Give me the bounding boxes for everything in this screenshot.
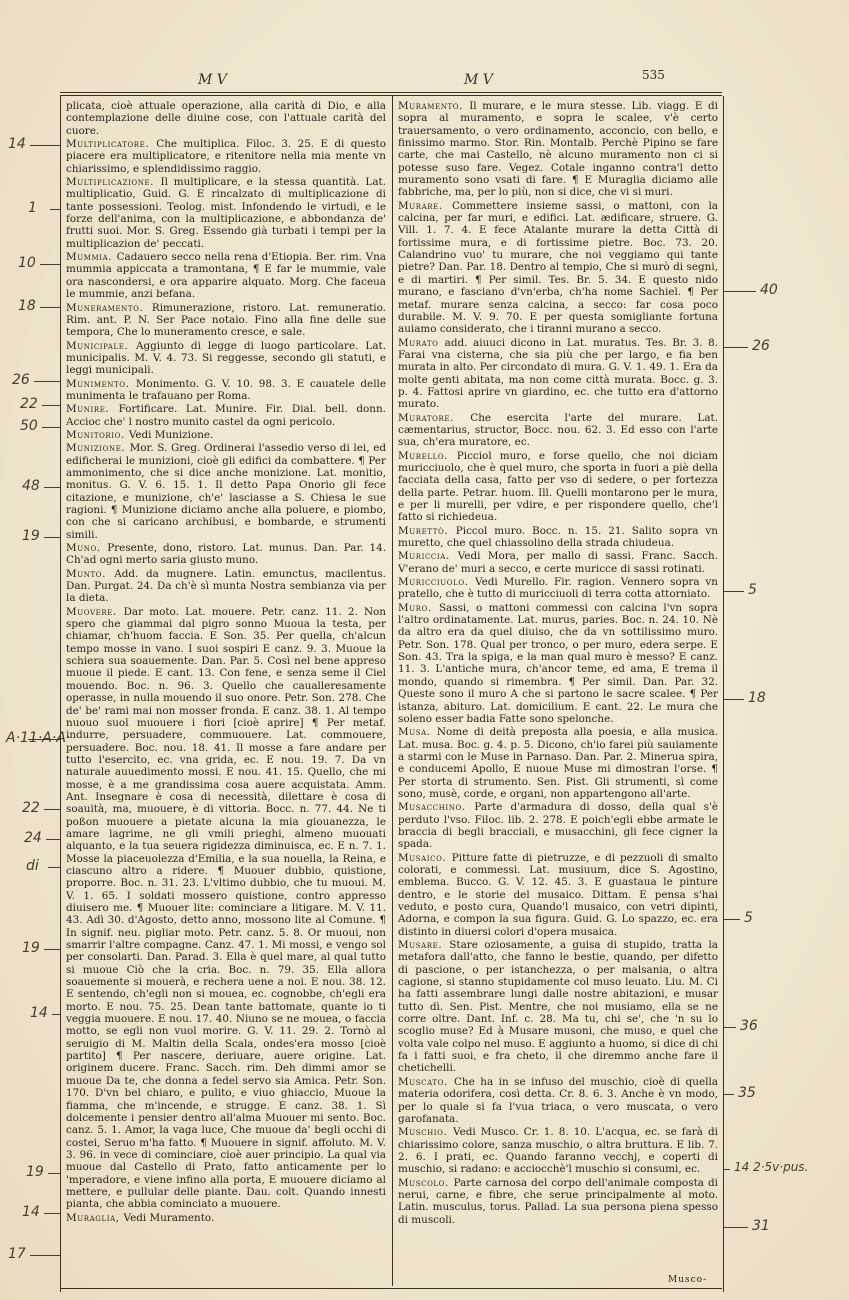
margin-line [48,1173,60,1174]
entry-text: Cadauero secco nella rena d'Etiopia. Ber. rim. Vna mummia appiccata a tramontana, ¶ E far le mummie, vale ora nascondersi, e ora apparire alquato. Morg. Che faceua le mummie, anzi befana. [66,251,386,301]
entry-text: Il multiplicare, e la stessa quantità. Lat. multiplicatio, Guid. G. E rincalzato di multiplicazione di tante possessioni. Teolog. mist. Infondendo le virtudi, e le forze dell'anima, con la multiplicazione, e abbondanza de' frutti suoi. Mor. S. Greg. Essendo già turbati i tempi per la multiplicazion de' peccati. [66,176,386,250]
margin-line [42,405,60,406]
entry-text: Fortificare. Lat. Munire. Fir. Dial. bell. donn. Accioc che' l nostro munito castel da ogni pericolo. [66,403,386,428]
entry-text: Commettere insieme sassi, o mattoni, con la calcina, per far muri, e edifici. Lat. ædificare, struere. G. Vill. 1. 7. 4. E fece Atalante murare la detta Città di fortissime mura, e di fortissime pietre. Boc. 73. 20. Calandrino vuo' tu murare, che noi veggiamo qui tante pietre? Dan. Par. 18. Dentro al tempio, Che si murò di segni, e di martiri. ¶ Per simil. Tes. Br. 5. 34. E questo nido murano, e fasciano d'vn'erba, ch'ha nome Sachiel. ¶ Per metaf. murare senza calcina, a secco: far cosa poco durabile. M. V. 9. 70. E per questa somigliante fortuna auiamo considerato, che i tiranni murano a secco. [398,199,718,336]
dictionary-entry [66,138,386,175]
entry-headword: Mummia. [66,251,117,264]
margin-line [724,1169,730,1170]
margin-line [30,145,60,146]
dictionary-entry [66,378,386,403]
entry-headword: Multiplicazione. [66,176,161,189]
dictionary-entry [66,542,386,567]
margin-note: 19 [22,528,40,544]
margin-note: 14 [8,136,26,152]
header-right: M V [464,72,493,88]
margin-line [44,487,60,488]
dictionary-entry [398,200,718,336]
footer-rule [60,1288,722,1289]
entry-text: Monimento. G. V. 10. 98. 3. E cauatele delle munimenta le trafauano per Roma. [66,377,386,402]
entry-text: Aggiunto di legge di luogo particolare. Lat. municipalis. M. V. 4. 73. Si reggesse, secondo gli statuti, e leggi municipali. [66,339,386,377]
margin-note: 50 [20,418,38,434]
entry-text: Vedi Muramento. [123,1211,215,1224]
margin-line [48,867,60,868]
margin-note: 35 [738,1085,756,1101]
dictionary-entry [66,340,386,377]
margin-note: 19 [26,1164,44,1180]
entry-text: Nome di deità preposta alla poesia, e alla musica. Lat. musa. Boc. g. 4. p. 5. Dicono, ch'io farei più sauiamente a starmi con le Muse in Parnaso. Dan. Par. 2. Minerua spira, e conducemi Apollo, E nuoue Muse mi dimostran l'orse. ¶ Per storta di strumento. Sen. Pist. Gli strumenti, sì come sono, musè, corde, e organi, non appartengono all'arte. [398,726,718,800]
dictionary-entry [398,412,718,449]
entry-headword: Muramento. [398,100,470,112]
margin-note: 31 [752,1218,770,1234]
margin-note: 18 [748,690,766,706]
margin-line [44,537,60,538]
dictionary-entry [66,302,386,339]
margin-note: 22 [22,800,40,816]
entry-text: add. aiuuci dicono in Lat. muratus. Tes. Br. 3. 8. Farai vna cisterna, che sia più che per largo, e fia ben murata in alto. Per circondato di mura. G. V. 1. 49. 1. Era da molte genti abitata, ma non come città murata. Bocc. g. 3. p. 4. Fattosi aprire vn giardino, ec. che tutto era d'attorno murato. [398,336,718,411]
entry-headword: Municipale. [66,339,136,352]
dictionary-entry [398,1126,718,1175]
dictionary-entry [398,1177,718,1226]
dictionary-entry [398,100,718,199]
entry-text: Stare oziosamente, a guisa di stupido, tratta la metafora dall'atto, che fanno le bestie, quando, per difetto di pascione, o per istanchezza, o per malsania, o altra cagione, si stanno stupidamente col muso leuato. Liu. M. Ci ha fatti assembrare lungi dalle nostre abitazioni, e musar tutto dì. Sen. Pist. Mentre, che noi musiamo, ella se ne corre oltre. Dant. Inf. c. 28. Ma tu, chi se', che 'n su lo scoglio muse? Ed à Musare musoni, che muso, e quel che volta vale colpo nel muso. E aggiunto a huomo, si dice di chi fa i fatti suoi, e fra cheto, il che diremmo anche fare il chetichelli. [398,939,718,1075]
dictionary-entry [66,100,386,137]
entry-headword: Muovere. [66,605,124,618]
entry-headword: Muno. [66,542,108,555]
dictionary-entry [66,568,386,605]
entry-text: Vedi Mora, per mallo di sassi. Franc. Sacch. V'erano de' muri a secco, e certe muricce di sassi rotinati. [398,550,718,575]
entry-headword: Muricciuolo. [398,576,476,589]
dictionary-entry [66,403,386,428]
margin-note: 5 [748,582,757,598]
entry-headword: Muneramento. [66,301,152,314]
entry-headword: Murare. [398,199,453,212]
dictionary-entry [398,576,718,601]
entry-headword: Munire. [66,403,119,416]
dictionary-entry [398,450,718,524]
margin-note: 26 [752,338,770,354]
margin-note: di [26,858,39,874]
margin-line [724,591,744,592]
entry-text: Il murare, e le mura stesse. Lib. viagg. E di sopra al muramento, e sopra le scalee, v'è certo trauersamento, o vero ordinamento, acconcio, con bello, e finissimo marmo. Stor. Rin. Montalb. Perchè Pipino se fare carte, che mai Castello, nè alcuno muramento non ci si potesse suso fare. Vegez. Cotale inganno contra'l detto muramento sono vsati di fare. ¶ E Muraglia diciamo alle fabbriche, ma, per lo più, non si dice, che vi si muri. [398,100,718,199]
entry-headword: Muriccia. [398,550,458,563]
entry-text: Vedi Murello. Fir. ragion. Vennero sopra vn pratello, che è tutto di muricciuoli di terra cotta attorniato. [398,576,718,601]
entry-headword: Munitorio. [66,428,129,441]
margin-line [44,949,60,950]
dictionary-entry [66,442,386,541]
margin-note: 1 [28,200,37,216]
margin-line [724,1027,736,1028]
dictionary-entry [398,726,718,800]
dictionary-entry [66,606,386,1211]
entry-headword: Muraglia, [66,1211,124,1224]
entry-headword: Munimento. [66,377,136,390]
dictionary-entry [398,602,718,725]
margin-note: 24 [24,830,42,846]
entry-headword: Muscolo. [398,1176,454,1189]
margin-line [50,209,60,210]
dictionary-entry [398,1076,718,1125]
dictionary-entry [66,176,386,250]
margin-note: 40 [760,282,778,298]
catchword: Musco- [668,1275,708,1285]
margin-note: 18 [18,298,36,314]
right-column [398,100,718,1280]
entry-headword: Musare. [398,939,450,952]
margin-line [40,264,60,265]
left-column [66,100,386,1280]
margin-note: 14 [30,1005,48,1021]
margin-line [28,739,60,740]
dictionary-entry [398,337,718,411]
margin-line [44,809,60,810]
running-header [60,68,728,92]
margin-note: 48 [22,478,40,494]
margin-line [724,291,756,292]
entry-text: Rimunerazione, ristoro. Lat. remuneratio. Rim. ant. P. N. Ser Pace notaio. Fino alla fine delle sue tempora, Che lo muneramento cresce, e sale. [66,301,386,339]
entry-text: Parte carnosa del corpo dell'animale composta di nerui, carne, e fibre, che serue principalmente al moto. Latin. musculus, torus. Pallad. La sua persona piena spesso di muscoli. [398,1176,718,1226]
entry-headword: Musacchino. [398,801,475,814]
margin-line [724,1094,734,1095]
entry-text: Che esercita l'arte del murare. Lat. cæmentarius, structor, Bocc. nou. 62. 3. Ed esso con l'arte sua, ch'era muratore, ec. [398,411,718,449]
margin-line [40,307,60,308]
margin-line [44,1213,60,1214]
margin-line [724,347,748,348]
entry-headword: Murato [398,336,445,349]
margin-note: 17 [8,1246,26,1262]
margin-note: 14 2·5v·pus. [734,1160,809,1174]
entry-headword: Murello. [398,449,457,462]
entry-text: Picciol muro, e forse quello, che noi diciam muricciuolo, che è quel muro, che sporta in fuori a piè della facciata della casa, fatto per vso di sedere, o per fortezza della parte. Petrar. huom. Ill. Quelli montarono per le mura, e per li murelli, per vdire, e per rispondere quello, che'l fatto si richiedeua. [398,449,718,524]
dictionary-entry [398,525,718,550]
entry-text: plicata, cioè attuale operazione, alla carità di Dio, e alla contemplazione delle diuine cose, con l'attuale carità del cuore. [66,100,386,137]
margin-note: A·11·A·A· [6,730,71,746]
dictionary-entry [398,801,718,850]
margin-note: 36 [740,1018,758,1034]
entry-text: Mor. S. Greg. Ordinerai l'assedio verso di lei, ed edificherai le munizioni, cioè gli edifici da combattere. ¶ Per ammonimento, che si dice anche monizione. Lat. monitio, monitus. G. V. 6. 15. 1. Il detto Papa Onorio gli fece citazione, e munizione, ch'e' lasciasse a S. Chiesa le sue ragioni. ¶ Munizione diciamo anche alla poluere, e piombo, con che si caricano archibusi, e bombarde, e strumenti simili. [66,442,386,541]
header-left: M V [198,72,227,88]
margin-line [34,381,60,382]
margin-note: 14 [22,1204,40,1220]
margin-line [724,1227,748,1228]
entry-headword: Musa. [398,726,437,739]
margin-note: 26 [12,372,30,388]
entry-text: Sassi, o mattoni commessi con calcina l'vn sopra l'altro ordinatamente. Lat. murus, paries. Boc. n. 24. 10. Nè da altro era da quel diuiso, che da vn sottilissimo muro. Petr. Son. 178. Qual per tronco, o per muro, edera serpe. E Son. 43. Tra la spiga, e la man qual muro è messo? E canz. 11. 3. L'antiche mura, ch'ancor teme, ed ama, E trema il mondo, quando si rimembra. ¶ Per simil. Dan. Par. 32. Queste sono il muro A che si partono le sacre scalee. ¶ Per istanza, abituro. Lat. domicilium. E cant. 22. Le mura che soleno esser badia Fatte sono spelonche. [398,601,718,725]
entry-headword: Munto. [66,567,115,580]
header-rule [60,92,722,93]
entry-headword: Multiplicatore. [66,138,157,151]
margin-line [724,699,744,700]
entry-text: Add. da mugnere. Latin. emunctus, macilentus. Dan. Purgat. 24. Da ch'è sì munta Nostra sembianza via per la dieta. [66,567,386,605]
dictionary-entry [66,1212,386,1224]
dictionary-entry [66,429,386,441]
entry-headword: Muro. [398,601,439,614]
entry-text: Che multiplica. Filoc. 3. 25. E di questo piacere era multiplicatore, e ritenitore nella mia mente vn chiarissimo, e splendidissimo raggio. [66,138,386,175]
margin-note: 19 [22,940,40,956]
entry-text: Parte d'armadura di dosso, della qual s'è perduto l'vso. Filoc. lib. 2. 278. E poich'egli ebbe armate le braccia di begli bracciali, e musacchini, gli fece cigner la spada. [398,801,718,851]
dictionary-entry [398,939,718,1075]
margin-note: 5 [744,910,753,926]
margin-line [52,1014,60,1015]
margin-line [46,839,60,840]
page-number: 535 [642,68,665,82]
entry-text: Che ha in se infuso del muschio, cioè di quella materia odorifera, così detta. Cr. 8. 6. 3. Anche è vn modo, per lo quale si fa l'vua triaca, o vero muscata, o vero garofanata. [398,1075,718,1125]
margin-line [30,1255,60,1256]
entry-text: Presente, dono, ristoro. Lat. munus. Dan. Par. 14. Ch'ad ogni merto saria giusto muno. [66,542,386,567]
entry-headword: Muratore. [398,411,471,424]
dictionary-entry [398,550,718,575]
entry-headword: Munizione. [66,442,130,455]
margin-note: 10 [18,255,36,271]
column-divider [392,96,393,1286]
margin-note: 22 [20,396,38,412]
entry-text: Vedi Musco. Cr. 1. 8. 10. L'acqua, ec. se farà di chiarissimo colore, sanza muschio, o altra bruttura. E lib. 7. 2. 6. I prati, ec. Quando faranno vecchj, e coperti di muschio, si radano: e acciocchè'l muschio si consumi, ec. [398,1126,718,1176]
margin-line [724,919,740,920]
entry-headword: Musaico. [398,851,452,864]
entry-text: Vedi Munizione. [128,428,214,441]
entry-text: Pitture fatte di pietruzze, e di pezzuoli di smalto colorati, e commessi. Lat. musiuum, dice S. Agostino, emblema. Bucco. G. V. 12. 45. 3. E guastaua le pinture dentro, e le storie del musaico. Dittam. E pensa s'hai veduto, e posto cura, Quando'l musaico, con vetri dipinti, Adorna, e compon la sua figura. Guid. G. Lo spazzo, ec. era distinto in diuersi colori d'opera musaica. [398,851,718,938]
margin-line [42,427,60,428]
entry-text: Piccol muro. Bocc. n. 15. 21. Salito sopra vn muretto, che quel chiassolino della strada chiudeua. [398,524,718,550]
entry-headword: Murettò. [398,524,456,537]
dictionary-entry [398,852,718,938]
entry-headword: Muscato. [398,1075,454,1088]
entry-headword: Muschio. [398,1126,454,1139]
entry-text: Dar moto. Lat. mouere. Petr. canz. 11. 2. Non spero che giammai dal pigro sonno Muoua la testa, per chiamar, ch'huom faccia. E Son. 35. Per quella, ch'alcun tempo mosse in vano. I suoi sospiri E canz. 9. 3. Muoue la schiera sua soauemente. Dan. Par. 5. Così nel bene appreso muoue il piede. E cant. 13. Con fene, e senza seme il Ciel mouendo. Boc. n. 96. 3. Quello che caualleresamente operasse, in nulla mouendo il suo onore. Petr. Son. 278. Che de' be' rami mai non mosser fronda. E canz. 38. 1. Al tempo nuouo suol muouere i fiori [cioè aprire] ¶ Per metaf. indurre, persuadere, commuouere. Lat. commouere, persuadere. Boc. nou. 18. 41. Il mosse a fare andare per tutto l'esercito, ec. vna grida, ec. E nou. 19. 7. Da vn naturale auuedimento mossi. E nou. 41. 15. Quello, che mi mosse, è a me grandissima cosa auere acquistata. Amm. Ant. Insegnare è cosa di necessità, dilettare è cosa di soauità, ma, muouere, è di vittoria. Bocc. n. 77. 44. Ne ti poßon muouere a pietate alcuna la mia giouanezza, le amare lagrime, ne gli vmili prieghi, almeno muouati alquanto, e la tua seuera rigidezza diminuisca, ec. E n. 7. 1. Mosse la piaceuolezza d'Emilia, e la sua nouella, la Reina, e ciascuno altro a ridere. ¶ Muouer dubbio, quistione, proporre. Boc. n. 31. 23. L'vltimo dubbio, che tu muoui. M. V. 1. 65. I soldati mossero quistione, contro appresso diuisero me. ¶ Muouer lite: cominciare a litigare. M. V. 11. 43. Adì 30. d'Agosto, detto anno, mossono lite al Comune. ¶ In signif. neu. pigliar moto. Petr. canz. 5. 8. Or muoui, non smarrir l'altre compagne. Canz. 47. 1. Mi mossi, e vengo sol per consolarti. Dan. Parad. 3. Ella è quel mare, al qual tutto si muoue Ciò che la cria. Boc. n. 79. 35. Ella allora soauemente si mouerà, e rechera uene a noi. E nou. 38. 12. E sentendo, ch'egli non si mouea, ec. cognobbe, ch'egli era morto. E nou. 75. 25. Dean tante battomate, quante io ti veggia muouere. E nou. 17. 40. Niuno se ne mouea, o faccia motto, se egli non vuol morire. G. V. 11. 29. 2. Tornò al seruigio di M. Maltin della Scala, ondes'era mosso [cioè partito] ¶ Per nascere, deriuare, auere origine. Lat. originem ducere. Franc. Sacch. rim. Deh dimmi amor se muoue Da te, che donna a fedel servo sia Amica. Petr. Son. 170. D'vn bel chiaro, e pulito, e viuo ghiaccio, Muoue la fiamma, che m'incende, e strugge. E canz. 38. 1. Sì dolcemente i pensier dentro all'alma Muouer mi sento. Boc. canz. 5. 1. Amor, la vaga luce, Che muoue da' begli occhi di costei, Seruo m'ha fatto. ¶ Muouere in signif. affoluto. M. V. 3. 96. in vece di cominciare, cioè auer principio. La qual via muoue dal Castello di Prato, fatto anticamente per lo 'mperadore, e viene infino alla porta, E muouere diciamo al mettere, e pullular delle piante. Dau. colt. Quando innesti pianta, che abbia cominciato a muouere. [66,605,386,1211]
dictionary-entry [66,251,386,300]
